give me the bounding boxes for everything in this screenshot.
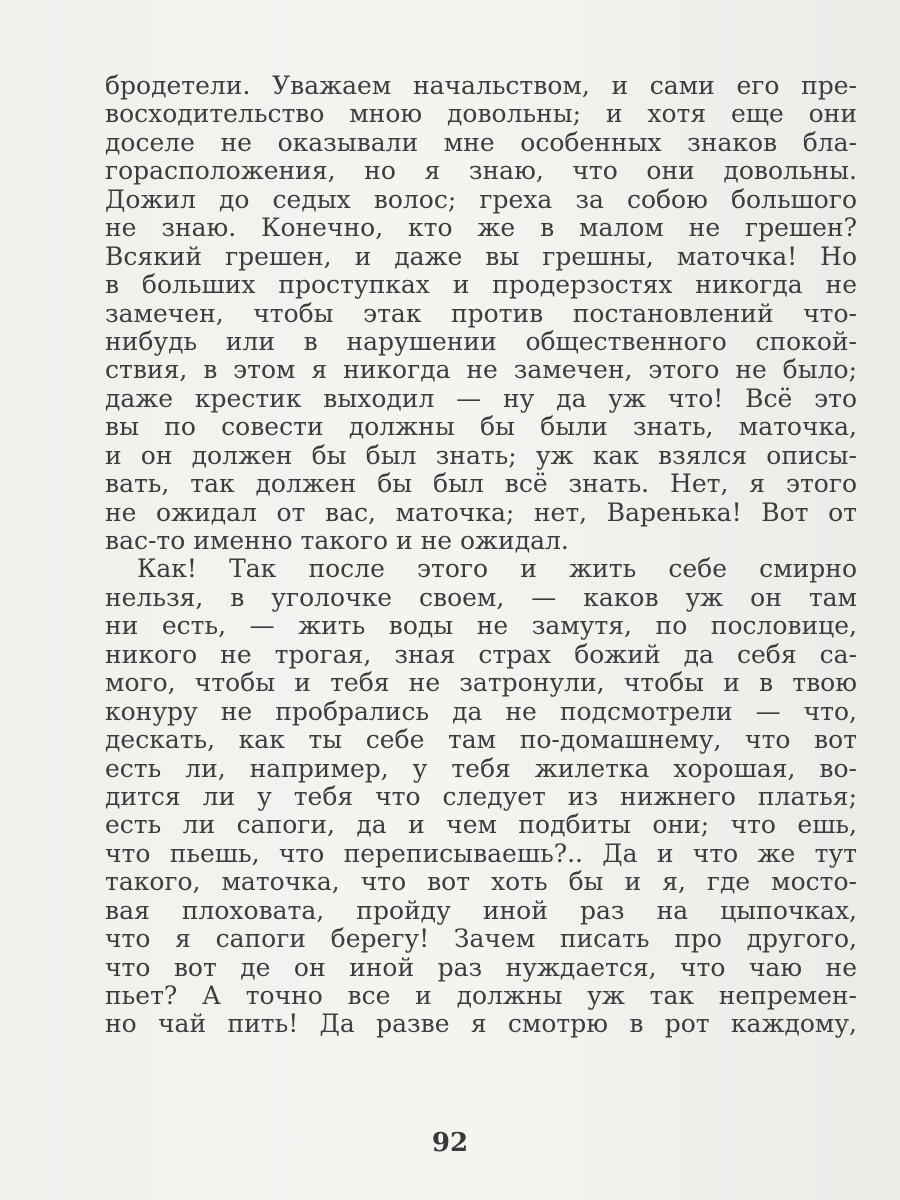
text-line: Как! Так после этого и жить себе смирно bbox=[137, 554, 857, 584]
text-line: вы по совести должны бы были знать, маточка, bbox=[105, 412, 857, 442]
text-line: что я сапоги берегу! Зачем писать про другого, bbox=[105, 924, 857, 954]
text-line: ни есть, — жить воды не замутя, по пословице, bbox=[105, 611, 857, 641]
text-line: что пьешь, что переписываешь?.. Да и что же тут bbox=[105, 838, 857, 868]
paragraph bbox=[105, 72, 857, 555]
text-line: горасположения, но я знаю, что они довольны. bbox=[105, 156, 857, 186]
text-line: вая плоховата, пройду иной раз на цыпочках, bbox=[105, 895, 857, 925]
text-line: не ожидал от вас, маточка; нет, Варенька! Вот от bbox=[105, 497, 857, 527]
text-line: не знаю. Конечно, кто же в малом не грешен? bbox=[105, 213, 857, 243]
text-line: доселе не оказывали мне особенных знаков бла- bbox=[105, 127, 857, 157]
text-line: никого не трогая, зная страх божий да себя са- bbox=[105, 639, 857, 669]
text-line: конуру не пробрались да не подсмотрели — что, bbox=[105, 696, 857, 726]
text-line: есть ли сапоги, да и чем подбиты они; что ешь, bbox=[105, 810, 857, 840]
text-line: Всякий грешен, и даже вы грешны, маточка! Но bbox=[105, 241, 857, 271]
text-line: ствия, в этом я никогда не замечен, этого не было; bbox=[105, 355, 857, 385]
text-line: есть ли, например, у тебя жилетка хорошая, во- bbox=[105, 753, 857, 783]
text-line: дится ли у тебя что следует из нижнего платья; bbox=[105, 781, 857, 811]
text-line: в больших проступках и продерзостях никогда не bbox=[105, 270, 857, 300]
text-line: вас-то именно такого и не ожидал. bbox=[105, 526, 569, 555]
paragraph bbox=[105, 555, 857, 1038]
text-line: замечен, чтобы этак против постановлений что- bbox=[105, 298, 857, 328]
text-line: нибудь или в нарушении общественного спокой- bbox=[105, 326, 857, 356]
text-line: и он должен бы был знать; уж как взялся описы- bbox=[105, 440, 857, 470]
body-text bbox=[105, 72, 857, 1039]
text-line: такого, маточка, что вот хоть бы и я, где мосто- bbox=[105, 867, 857, 897]
text-line: вать, так должен бы был всё знать. Нет, я этого bbox=[105, 469, 857, 499]
text-line: восходительство мною довольны; и хотя еще они bbox=[105, 99, 857, 129]
text-line: что вот де он иной раз нуждается, что чаю не bbox=[105, 952, 857, 982]
page-number: 92 bbox=[431, 1128, 469, 1158]
text-line: но чай пить! Да разве я смотрю в рот каждому, bbox=[105, 1009, 857, 1039]
text-line: нельзя, в уголочке своем, — каков уж он там bbox=[105, 582, 857, 612]
text-line: мого, чтобы и тебя не затронули, чтобы и в твою bbox=[105, 668, 857, 698]
text-line: дескать, как ты себе там по-домашнему, что вот bbox=[105, 725, 857, 755]
text-line: бродетели. Уважаем начальством, и сами его пре- bbox=[105, 71, 857, 100]
text-line: даже крестик выходил — ну да уж что! Всё это bbox=[105, 383, 857, 413]
text-line: пьет? А точно все и должны уж так непремен- bbox=[105, 981, 857, 1010]
text-line: Дожил до седых волос; греха за собою большого bbox=[105, 184, 857, 214]
